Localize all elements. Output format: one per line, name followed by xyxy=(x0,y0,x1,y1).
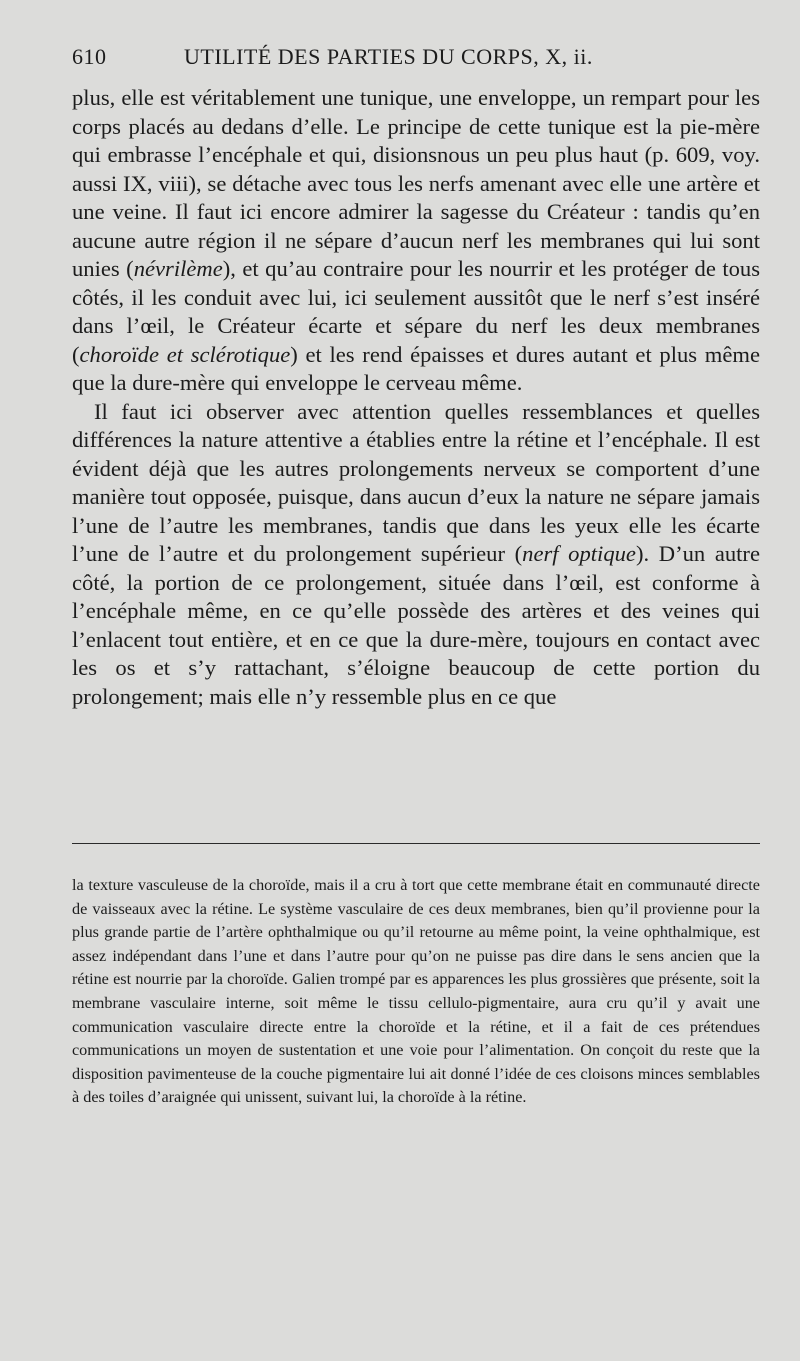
page-number: 610 xyxy=(72,44,107,69)
italic-term: choroïde et sclérotique xyxy=(79,341,291,367)
text-run: ), et qu’au contraire pour les nourrir et les protéger de tous côtés, il les conduit avec lui, ici seulement aussitôt que le nerf s’est inséré dans l’œil, le Créateur écarte et sépare du nerf les deux membranes ( xyxy=(72,256,760,367)
text-run: ). D’un autre côté, la portion de ce prolongement, située dans l’œil, est conforme à l’encéphale même, en ce qu’elle possède des artères et des veines qui l’enlacent tout entière, et en ce que la dure-mère, toujours en contact avec les os et s’y rattachant, s’éloigne beaucoup de cette portion du prolongement; mais elle n’y ressemble plus en ce que xyxy=(72,541,760,709)
text-run: plus, elle est véritablement une tunique, une enveloppe, un rempart pour les corps placés au dedans d’elle. Le principe de cette tunique est la pie-mère qui embrasse l’encéphale et qui, disionsnous un peu plus haut (p. 609, voy. aussi IX, viii), se détache avec tous les nerfs amenant avec elle une artère et une veine. Il faut ici encore admirer la sagesse du Créateur : tandis qu’en aucune autre région il ne sépare d’aucun nerf les membranes qui lui sont unies ( xyxy=(72,85,760,281)
footnote-text: la texture vasculeuse de la choroïde, mais il a cru à tort que cette membrane était en communauté directe de vaisseaux avec la rétine. Le système vasculaire de ces deux membranes, bien qu’il provienne pour la plus grande partie de l’artère ophthalmique ou qu’il retourne au même point, la veine ophthalmique, est assez indépendant dans l’une et dans l’autre pour qu’on ne puisse pas dire dans le sens ancien que la rétine est nourrie par la choroïde. Galien trompé par es apparences les plus grossières que présente, soit la membrane vasculaire interne, soit même le tissu cellulo-pigmentaire, aura cru qu’il y avait une communication vasculaire directe entre la choroïde et la rétine, et il a fait de ces prétendues communications un moyen de sustentation et une voie pour l’alimentation. On conçoit du reste que la disposition pavimenteuse de la couche pigmentaire lui ait donné l’idée de ces cloisons minces semblables à des toiles d’araignée qui unissent, suivant lui, la choroïde à la rétine. xyxy=(72,876,760,1107)
paragraph-2 xyxy=(72,398,760,712)
footnote xyxy=(72,874,760,1110)
text-run: ) et les rend épaisses et dures autant et plus même que la dure-mère qui enveloppe le cerveau même. xyxy=(72,341,760,395)
main-text xyxy=(72,84,760,711)
italic-term: nerf optique xyxy=(522,541,636,566)
footnote-separator xyxy=(72,843,760,844)
text-run: Il faut ici observer avec attention quelles ressemblances et quelles différences la nature attentive a établies entre la rétine et l’encéphale. Il est évident déjà que les autres prolongements nerveux se comportent d’une manière tout opposée, puisque, dans aucun d’eux la nature ne sépare jamais l’une de l’autre les membranes, tandis que dans les yeux elle les écarte l’une de l’autre et du prolongement supérieur ( xyxy=(72,398,760,566)
italic-term: névrilème xyxy=(133,256,223,281)
running-title: UTILITÉ DES PARTIES DU CORPS, X, ii. xyxy=(184,44,593,69)
paragraph-1 xyxy=(72,84,760,398)
page-header xyxy=(72,44,760,74)
